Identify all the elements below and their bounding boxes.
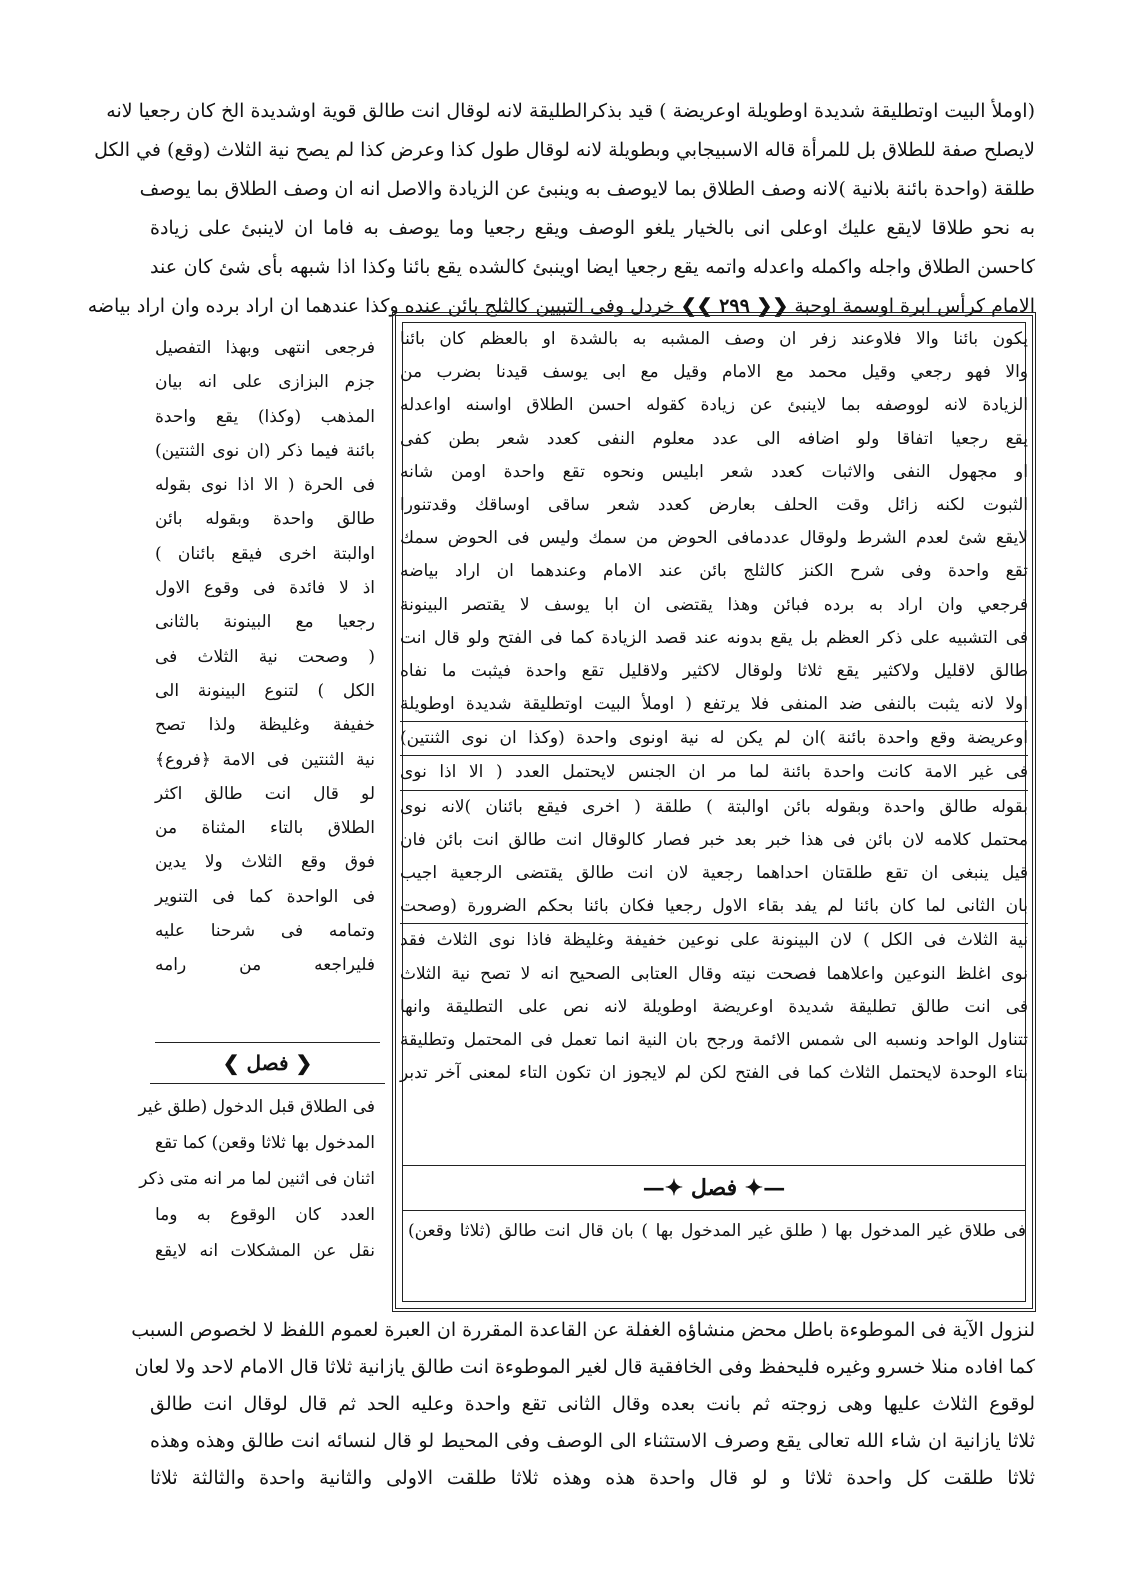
side-line-1: فرجعى انتهى وبهذا التفصيل	[155, 338, 375, 358]
bottom-line-2: كما افاده منلا خسرو وغيره فليحفظ وفى الخافقية قال لغير الموطوءة انت طالق يازانية ثلاثا قال الامام لاحد ولا لعان	[134, 1356, 1035, 1378]
ornament-icon: ✦—	[642, 1175, 691, 1201]
side-line-13: نية الثنتين فى الامة ﴿فروع﴾	[155, 749, 375, 770]
main-line-21: فى انت طالق تطليقة شديدة اوعريضة اوطويلة لانه نص على التطليقة وانها	[400, 996, 1028, 1017]
top-line-4: به نحو طلاقا لايقع عليك اوعلى انى بالخيار يلغو الوصف ويقع رجعيا وما يوصف به فاما ان لاينبئ على زيادة	[150, 217, 1035, 239]
side-line-14: لو قال انت طالق اكثر	[155, 783, 375, 804]
top-line-6-right: الامام كرأس ابرة اوسمة اوحبة	[794, 295, 1035, 317]
side-section-rule-top	[155, 1042, 380, 1043]
side-line-15: الطلاق بالتاء المثناة من	[155, 818, 375, 839]
ornament-icon: ❮❮	[749, 295, 789, 317]
side-line-4: بائنة فيما ذكر (ان نوى الثنتين)	[155, 440, 375, 461]
side-line-8: اذ لا فائدة فى وقوع الاول	[155, 578, 375, 599]
main-section-heading-text: فصل	[690, 1175, 738, 1201]
top-line-1: (اوملأ البيت اوتطليقة شديدة اوطويلة اوعريضة ) قيد بذكرالطليقة لانه لوقال انت طالق قوية اوشديدة الخ كان رجعيا لانه	[106, 100, 1035, 122]
ornament-icon: ❯	[222, 1051, 247, 1075]
main-line-15: بقوله طالق واحدة وبقوله بائن اوالبتة ) طلقة ( اخرى فيقع بائنان )لانه نوى	[400, 796, 1028, 817]
page-number: ٢٩٩	[719, 295, 750, 317]
side-section-line-4: العدد كان الوقوع به وما	[155, 1205, 375, 1225]
side-section-line-2: المدخول بها ثلاثا وقعن) كما تقع	[155, 1133, 375, 1153]
side-section-rule-bottom	[150, 1083, 385, 1084]
ornament-icon: —✦	[737, 1175, 786, 1201]
main-section-heading	[402, 1170, 1026, 1206]
top-commentary	[87, 92, 1035, 326]
side-line-11: الكل ) لتنوع البينونة الى	[155, 680, 375, 701]
main-section-rule-top	[402, 1165, 1026, 1166]
side-section-heading-text: فصل	[246, 1051, 289, 1075]
main-section-rule-bottom	[402, 1210, 1026, 1211]
side-line-9: رجعيا مع البينونة بالثانى	[155, 612, 375, 633]
side-section-block	[138, 1089, 375, 1269]
main-line-13: اوعريضة وقع واحدة بائنة )ان لم يكن له نية اونوى واحدة (وكذا ان نوى الثنتين)	[400, 722, 1028, 756]
side-line-19: فليراجعه من رامه	[155, 955, 375, 976]
main-line-6: الثبوت لكنه زائل وقت الحلف بعارض كعدد شعر ساقى اوساقك وقدتنورا	[400, 494, 1028, 515]
side-line-5: فى الحرة ( الا اذا نوى بقوله	[155, 475, 375, 496]
side-line-3: المذهب (وكذا) يقع واحدة	[155, 406, 375, 427]
main-line-2: والا فهو رجعي وقيل محمد مع الامام وقيل مع ابى يوسف قيدنا بضرب من	[400, 362, 1028, 383]
bottom-line-3: لوقوع الثلاث عليها وهى زوجته ثم بانت بعده وقال الثانى تقع واحدة وعليه الحد ثم قال لوقال انت طالق	[150, 1393, 1035, 1415]
bottom-line-5: ثلاثا طلقت كل واحدة ثلاثا و لو قال واحدة هذه وهذه ثلاثا طلقت الاولى والثانية واحدة والثالثة ثلاثا	[150, 1467, 1035, 1489]
main-line-1: يكون بائنا والا فلاوعند زفر ان وصف المشبه به بالشدة او بالعظم كان بائنا	[400, 329, 1028, 349]
main-line-19: نية الثلاث فى الكل ) لان البينونة على نوعين خفيفة وغليظة فاذا نوى الثلاث فقد	[400, 930, 1028, 951]
main-line-8: تقع واحدة وفى شرح الكنز كالثلج بائن عند الامام وعندهما ان اراد بياضه	[400, 561, 1028, 582]
side-section-line-1: فى الطلاق قبل الدخول (طلق غير	[138, 1097, 375, 1117]
side-line-10: ( وصحت نية الثلاث فى	[155, 646, 375, 667]
top-line-5: كاحسن الطلاق واجله واكمله واعدله واتمه يقع رجعيا ايضا اوينبئ كالشده يقع بائنا وكذا اذا شبهه بأى شئ كان عند	[150, 256, 1035, 278]
bottom-line-4: ثلاثا يازانية ان شاء الله تعالى يقع وصرف الاستثناء الى الوصف وفى المحيط لو قال لنسائه انت طالق وهذه وهذه	[150, 1430, 1035, 1452]
side-line-12: خفيفة وغليظة ولذا تصح	[155, 715, 375, 736]
bottom-commentary	[131, 1312, 1035, 1497]
main-line-9: فرجعي وان اراد به برده فبائن وهذا يقتضى ان ابا يوسف لا يقتصر البينونة	[400, 594, 1028, 615]
main-line-18: بان الثانى لما كان بائنا لم يفد بقاء الاول رجعيا فكان بائنا بحكم الضرورة (وصحت	[400, 890, 1028, 924]
main-line-23: بتاء الوحدة لايحتمل الثلاث كما فى الفتح لكن لم لايجوز ان تكون التاء لمعنى آخر تدبر	[400, 1063, 1028, 1084]
ornament-icon: ❯❯	[680, 295, 720, 317]
side-line-18: وتمامه فى شرحنا عليه	[155, 921, 375, 942]
side-gloss-block	[155, 331, 375, 983]
main-line-4: يقع رجعيا اتفاقا ولو اضافه الى عدد معلوم النفى كعدد شعر بطن كفى	[400, 428, 1028, 449]
side-line-16: فوق وقع الثلاث ولا يدين	[155, 852, 375, 873]
main-line-5: او مجهول النفى والاثبات كعدد شعر ابليس ونحوه تقع واحدة اومن شانه	[400, 461, 1028, 482]
main-line-20: نوى اغلظ النوعين واعلاهما فصحت نيته وقال العتابى الصحيح انه لا تصح نية الثلاث	[400, 963, 1028, 984]
main-line-3: الزيادة لانه لووصفه بما لاينبئ عن زيادة كقوله احسن الطلاق اواسنه اواعدله	[400, 395, 1028, 416]
main-line-17: قيل ينبغى ان تقع طلقتان احداهما رجعية لان انت طالق يقتضى الرجعية اجيب	[400, 863, 1028, 883]
side-line-7: اوالبتة اخرى فيقع بائنان )	[155, 543, 375, 564]
main-line-7: لايقع شئ لعدم الشرط ولوقال عددمافى الحوض من سمك وليس فى الحوض سمك	[400, 528, 1028, 549]
side-section-line-3: اثنان فى اثنين لما مر انه متى ذكر	[139, 1169, 375, 1189]
side-line-17: فى الواحدة كما فى التنوير	[155, 886, 375, 907]
main-bottom-line: فى طلاق غير المدخول بها ( طلق غير المدخول بها ) بان قال انت طالق (ثلاثا وقعن)	[408, 1221, 1026, 1241]
main-line-22: تتناول الواحد ونسبه الى شمس الائمة ورجح بان النية انما تعمل فى المحتمل وتطليقة	[400, 1029, 1028, 1050]
top-line-2: لايصلح صفة للطلاق بل للمرأة قاله الاسبيجابي وبطويلة لانه لوقال طول كذا وعرض كذا لم يصح نية الثلاث (وقع) في الكل	[94, 139, 1035, 161]
side-section-line-5: نقل عن المشكلات انه لايقع	[155, 1241, 375, 1261]
main-line-12: اولا لانه يثبت بالنفى ضد المنفى فلا يرتفع ( اوملأ البيت اوتطليقة شديدة اوطويلة	[400, 688, 1028, 722]
side-line-6: طالق واحدة وبقوله بائن	[155, 509, 375, 530]
main-line-11: طالق لاقليل ولاكثير يقع ثلاثا ولوقال لاكثير ولاقليل تقع واحدة فيثبت ما نفاه	[400, 660, 1028, 681]
bottom-line-1: لنزول الآية فى الموطوءة باطل محض منشاؤه الغفلة عن القاعدة المقررة ان العبرة لعموم اللفظ لا لخصوص السبب	[131, 1319, 1035, 1341]
side-line-2: جزم البزازى على انه بيان	[155, 372, 375, 393]
top-line-3: طلقة (واحدة بائنة بلانية )لانه وصف الطلاق بما لايوصف به وينبئ عن الزيادة والاصل انه ان وصف الطلاق بما يوصف	[139, 178, 1035, 200]
main-text-block	[400, 323, 1028, 1090]
main-section-first-line	[408, 1214, 1026, 1248]
main-line-14: فى غير الامة كانت واحدة بائنة لما مر ان الجنس لايحتمل العدد ( الا اذا نوى	[400, 756, 1028, 790]
side-section-heading	[155, 1046, 380, 1080]
top-line-6-left: خردل وفى التبيين كالثلج بائن عنده وكذا عندهما ان اراد برده وان اراد بياضه	[87, 295, 675, 317]
main-line-10: فى التشبيه على ذكر العظم بل يقع بدونه عند قصد الزيادة كما فى الفتح ولو قال انت	[400, 627, 1028, 648]
main-line-16: محتمل كلامه لان بائن فى هذا خبر بعد خبر فصار كالوقال انت طالق انت بائن فان	[400, 829, 1028, 850]
ornament-icon: ❮	[288, 1051, 313, 1075]
